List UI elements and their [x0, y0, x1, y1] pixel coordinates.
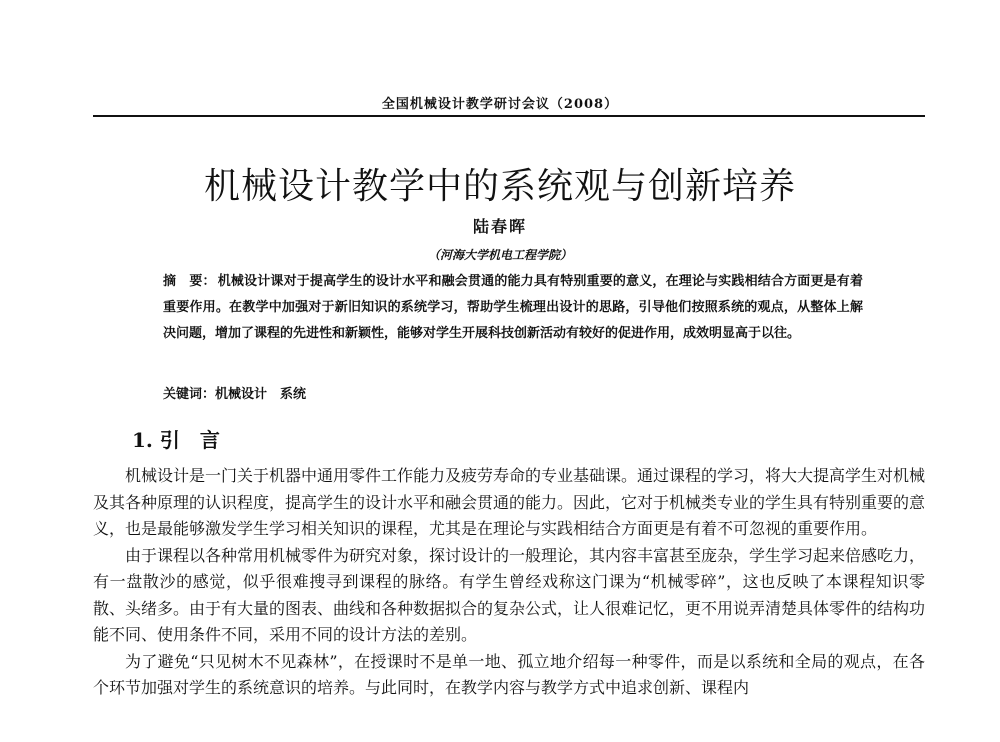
keywords-label: 关键词：	[163, 387, 216, 402]
body-paragraph: 由于课程以各种常用机械零件为研究对象，探讨设计的一般理论，其内容丰富甚至庞杂，学生学习起来倍感吃力，有一盘散沙的感觉，似乎很难搜寻到课程的脉络。有学生曾经戏称这门课为“机械零碎”，这也反映了本课程知识零散、头绪多。由于有大量的图表、曲线和各种数据拟合的复杂公式，让人很难记忆，更不用说弄清楚具体零件的结构功能不同、使用条件不同，采用不同的设计方法的差别。	[93, 545, 926, 644]
body-paragraph: 机械设计是一门关于机器中通用零件工作能力及疲劳寿命的专业基础课。通过课程的学习，将大大提高学生对机械及其各种原理的认识程度，提高学生的设计水平和融会贯通的能力。因此，它对于机械类专业的学生具有特别重要的意义，也是最能够激发学生学习相关知识的课程，尤其是在理论与实践相结合方面更是有着不可忽视的重要作用。	[93, 466, 926, 538]
abstract-text: 机械设计课对于提高学生的设计水平和融会贯通的能力具有特别重要的意义，在理论与实践相结合方面更是有着重要作用。在教学中加强对于新旧知识的系统学习，帮助学生梳理出设计的思路，引导他们按照系统的观点，从整体上解决问题，增加了课程的先进性和新颖性，能够对学生开展科技创新活动有较好的促进作用，成效明显高于以往。	[163, 274, 863, 341]
author-affiliation: （河海大学机电工程学院）	[427, 248, 572, 262]
section-body	[93, 463, 925, 702]
author-name: 陆春晖	[472, 217, 527, 236]
paper-title: 机械设计教学中的系统观与创新培养	[203, 166, 796, 207]
keywords-text: 机械设计 系统	[215, 387, 307, 402]
abstract-label: 摘 要：	[163, 274, 216, 289]
keywords	[163, 383, 306, 402]
body-paragraph: 为了避免“只见树木不见森林”，在授课时不是单一地、孤立地介绍每一种零件，而是以系统和全局的观点，在各个环节加强对学生的系统意识的培养。与此同时，在教学内容与教学方式中追求创新、课程内	[93, 651, 925, 697]
section-heading-introduction: 1. 引 言	[132, 428, 220, 452]
header-rule	[93, 115, 925, 117]
abstract	[163, 269, 863, 347]
running-header: 全国机械设计教学研讨会议（2008）	[381, 97, 619, 112]
